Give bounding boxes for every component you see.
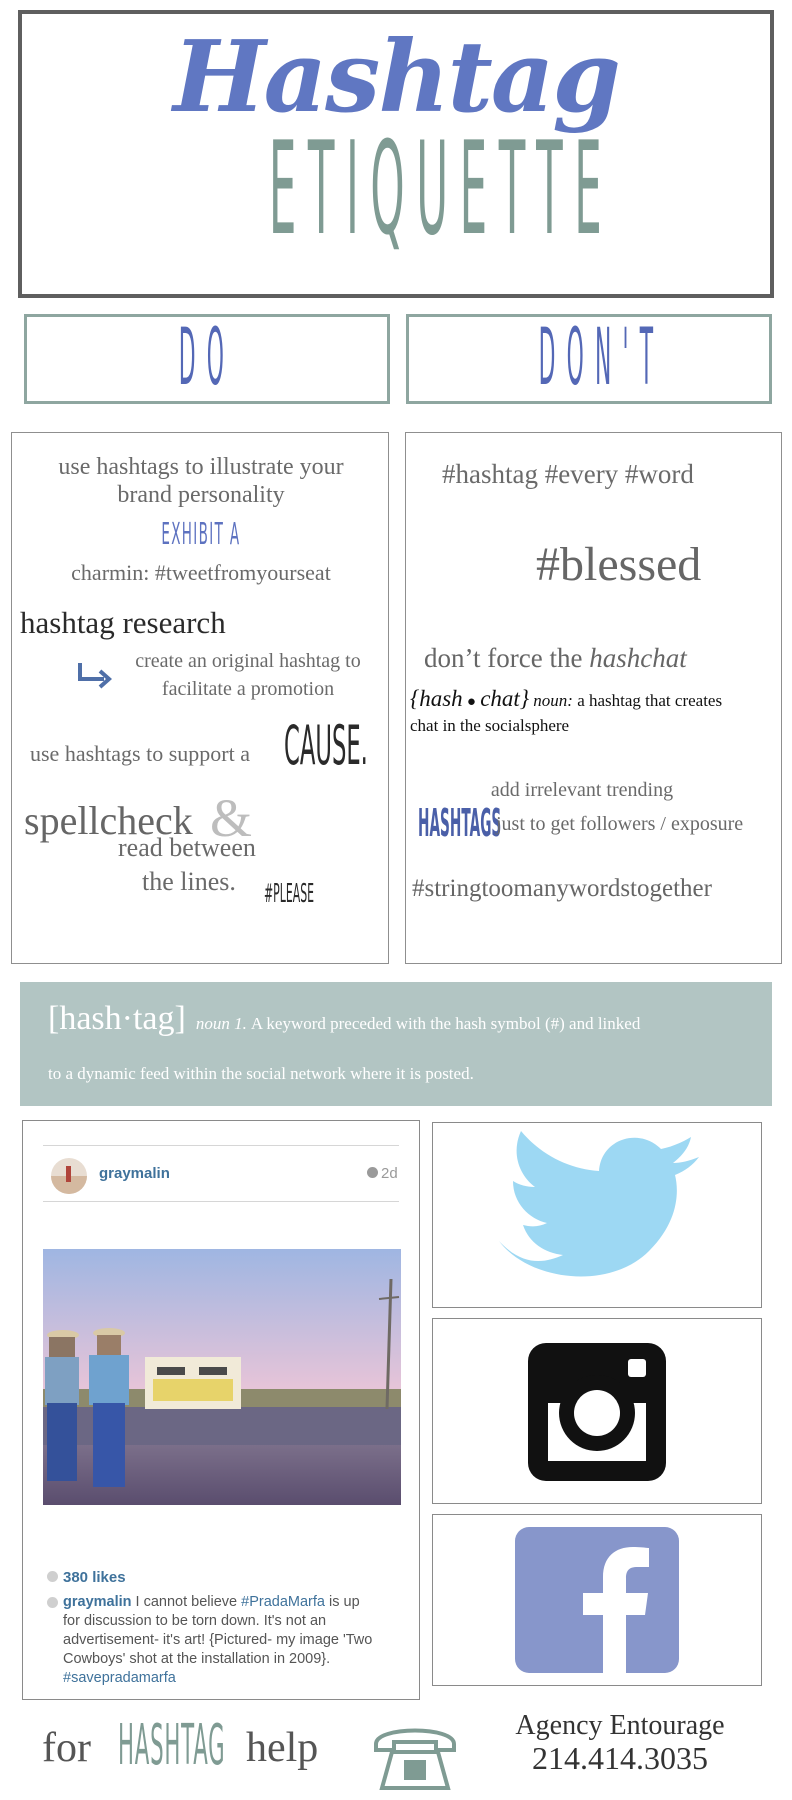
heart-icon[interactable] <box>47 1571 58 1582</box>
title-etiquette: ETIQUETTE <box>268 115 614 264</box>
do-illustrate-line1: use hashtags to illustrate your <box>58 454 344 480</box>
force-word: hashchat <box>589 643 687 673</box>
likes-count: 380 likes <box>63 1569 126 1586</box>
def-term-chat: chat} <box>480 686 530 711</box>
do-panel <box>11 432 389 964</box>
definition-text-1: A keyword preceded with the hash symbol (#) and linked <box>250 1014 641 1033</box>
facebook-f-icon[interactable] <box>515 1527 679 1673</box>
dont-header: DON'T <box>538 313 665 403</box>
title-hashtag: Hashtag <box>173 20 619 135</box>
comment-icon <box>47 1597 58 1608</box>
twitter-box <box>432 1122 762 1308</box>
definition-text-2: to a dynamic feed within the social network where it is posted. <box>48 1064 474 1083</box>
ampersand: & <box>210 788 253 848</box>
do-header: DO <box>178 313 236 403</box>
please-tag: #PLEASE <box>264 879 315 909</box>
post-time: 2d <box>381 1165 398 1182</box>
every-word-example: #hashtag #every #word <box>442 459 694 489</box>
irrelevant-line1: add irrelevant trending <box>490 779 674 801</box>
footer-for: for <box>42 1725 91 1771</box>
caption-hashtag-prada[interactable]: #PradaMarfa <box>241 1594 325 1610</box>
force-prefix: don’t force the <box>424 643 583 673</box>
divider-bottom <box>43 1201 399 1202</box>
cause-text: use hashtags to support a <box>30 741 250 766</box>
post-photo[interactable] <box>43 1249 401 1505</box>
hashtags-word: HASHTAGS <box>418 801 502 845</box>
telephone-icon <box>370 1720 460 1792</box>
caption-text-a: I cannot believe <box>135 1594 238 1610</box>
def-noun-label: noun: <box>533 691 573 710</box>
the-lines: the lines. <box>142 867 236 896</box>
caption-hashtag-save[interactable]: #savepradamarfa <box>63 1670 176 1686</box>
dont-header-box <box>406 314 772 404</box>
clock-icon <box>367 1167 378 1178</box>
avatar[interactable] <box>51 1158 87 1194</box>
definition-term: [hash·tag] <box>48 1000 186 1037</box>
footer-phone[interactable]: 214.414.3035 <box>532 1740 708 1776</box>
footer-agency: Agency Entourage <box>515 1710 725 1741</box>
exhibit-a-label: EXHIBIT A <box>161 517 241 552</box>
spellcheck-word: spellcheck <box>24 798 193 843</box>
instagram-box <box>432 1318 762 1504</box>
definition-pos: noun 1. <box>195 1014 247 1033</box>
string-words-example: #stringtoomanywordstogether <box>412 875 712 902</box>
charmin-example: charmin: #tweetfromyourseat <box>71 560 331 585</box>
caption-username[interactable]: graymalin <box>63 1594 132 1610</box>
hashtag-research-heading: hashtag research <box>20 605 226 640</box>
def-text-line2: chat in the socialsphere <box>410 716 570 735</box>
def-text-line1: a hashtag that creates <box>577 691 723 710</box>
do-illustrate-line2: brand personality <box>117 482 285 508</box>
twitter-bird-icon[interactable] <box>489 1131 709 1291</box>
dont-panel <box>405 432 782 964</box>
instagram-post-card <box>22 1120 420 1700</box>
arrow-turn-icon <box>76 661 112 689</box>
blessed-example: #blessed <box>536 538 702 591</box>
instagram-camera-icon[interactable] <box>528 1343 666 1481</box>
cause-word: CAUSE. <box>284 714 368 777</box>
irrelevant-line2: just to get followers / exposure <box>496 813 744 835</box>
caption-text-b: is up for discussion to be torn down. It's not an advertisement- it's art! {Pictured- my image 'Two Cowboys' shot at the installation in 2009}. <box>63 1594 373 1667</box>
title-box <box>18 10 774 298</box>
dot-icon: ● <box>466 694 476 710</box>
do-header-box <box>24 314 390 404</box>
definition-band <box>20 982 772 1106</box>
def-term-hash: {hash <box>410 686 463 711</box>
research-desc-line2: facilitate a promotion <box>161 678 335 700</box>
facebook-box <box>432 1514 762 1686</box>
read-between: read between <box>118 833 256 862</box>
footer-hashtag: HASHTAG <box>118 1713 226 1778</box>
footer <box>0 1700 792 1800</box>
footer-help: help <box>246 1725 319 1771</box>
research-desc-line1: create an original hashtag to <box>135 650 361 672</box>
post-username[interactable]: graymalin <box>99 1165 170 1182</box>
divider-top <box>43 1145 399 1146</box>
